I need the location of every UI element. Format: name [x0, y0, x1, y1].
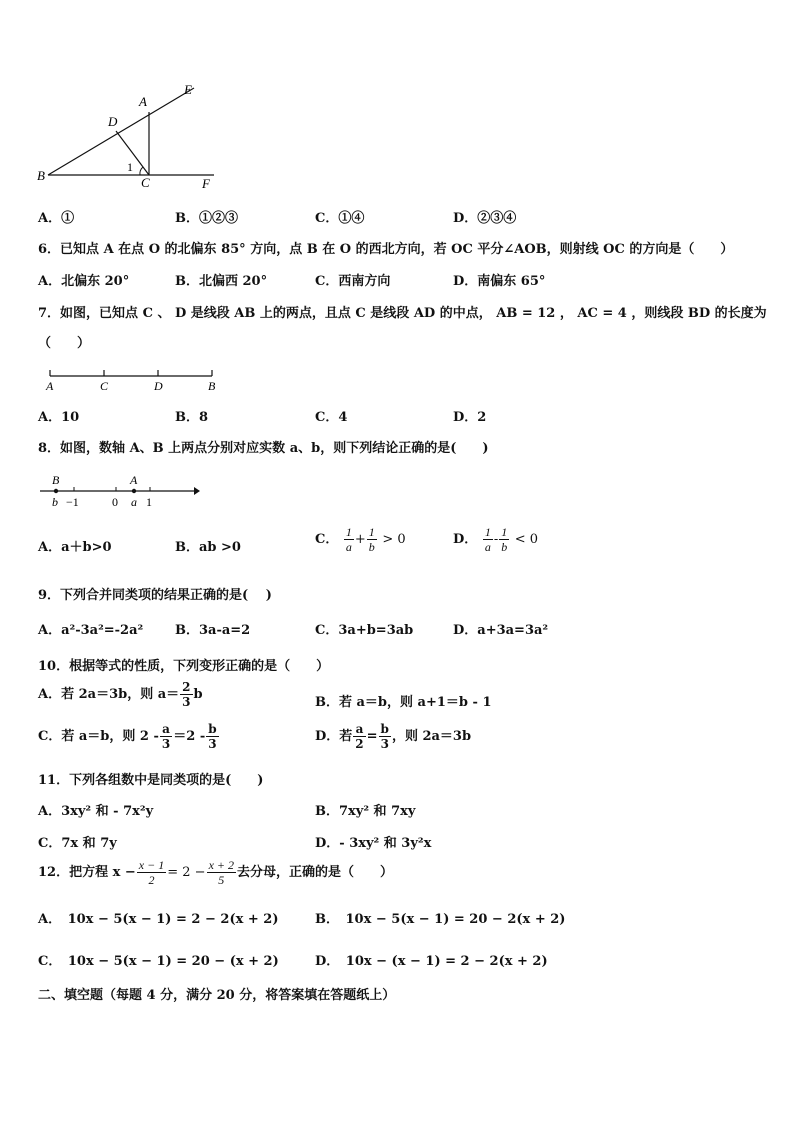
q5-option-c[interactable]: C．①④ [315, 211, 365, 226]
seg-label-C: C [100, 379, 109, 393]
fraction: $\frac{2}{3}$ [182, 680, 191, 709]
fraction: $\frac{1}{b}$ [501, 525, 508, 554]
q10-option-a[interactable]: A．若 2a＝3b，则 a＝ $\frac{2}{3}$ b [38, 680, 203, 709]
q12-option-b[interactable]: B． 10x − 5(x − 1) = 20 − 2(x + 2) [315, 912, 566, 927]
q11-option-b[interactable]: B．7xy² 和 7xy [315, 804, 416, 819]
nl-label-one: 1 [146, 495, 152, 509]
nl-label-minus-one: −1 [66, 495, 79, 509]
q11-option-d[interactable]: D．- 3xy² 和 3y²x [315, 836, 432, 851]
fraction: $\frac{a}{2}$ [355, 722, 364, 751]
q6-option-d[interactable]: D．南偏东 65° [453, 274, 546, 289]
fraction: $\frac{x - 1}{2}$ [138, 858, 165, 887]
nl-label-zero: 0 [112, 495, 118, 509]
nl-label-B: B [52, 473, 60, 487]
segment-figure [40, 362, 225, 394]
nl-label-A: A [130, 473, 138, 487]
fraction: $\frac{b}{3}$ [208, 722, 217, 751]
q9-option-a[interactable]: A．a²-3a²=-2a² [38, 623, 144, 638]
q8-option-b[interactable]: B．ab >0 [175, 540, 241, 555]
seg-label-B: B [208, 379, 216, 393]
label-B: B [37, 168, 45, 183]
q5-option-d[interactable]: D．②③④ [453, 211, 517, 226]
q9-option-c[interactable]: C．3a+b=3ab [315, 623, 414, 638]
q12-option-c[interactable]: C． 10x − 5(x − 1) = 20 − (x + 2) [38, 954, 279, 969]
fraction: $\frac{b}{3}$ [380, 722, 389, 751]
q7-text: 7．如图，已知点 C 、 D 是线段 AB 上的两点，且点 C 是线段 AD 的中点， AB = 12 ， AC = 4 ，则线段 BD 的长度为 [38, 306, 767, 321]
q9-text: 9．下列合并同类项的结果正确的是( ) [38, 588, 272, 603]
q11-option-c[interactable]: C．7x 和 7y [38, 836, 117, 851]
q11-text: 11．下列各组数中是同类项的是( ) [38, 773, 264, 788]
label-angle-1: 1 [127, 160, 133, 174]
number-line-figure [36, 470, 206, 512]
q10-option-d[interactable]: D．若 $\frac{a}{2}$ = $\frac{b}{3}$ ，则 2a＝3b [315, 722, 472, 751]
fraction: $\frac{1}{a}$ [345, 525, 352, 554]
q9-option-b[interactable]: B．3a-a=2 [175, 623, 251, 638]
label-F: F [202, 176, 210, 191]
q12-option-d[interactable]: D． 10x − (x − 1) = 2 − 2(x + 2) [315, 954, 548, 969]
angle-figure [34, 80, 234, 195]
q11-option-a[interactable]: A．3xy² 和 - 7x²y [38, 804, 154, 819]
q8-option-d[interactable]: D． $\frac{1}{a}$ - $\frac{1}{b}$ < 0 [453, 525, 539, 554]
label-A: A [139, 94, 147, 109]
q10-text: 10．根据等式的性质，下列变形正确的是（ ） [38, 659, 330, 674]
q12-text: 12．把方程 x − $\frac{x - 1}{2}$ = 2 − $\frac{x + 2}{5}$ 去分母，正确的是（ ） [38, 858, 394, 887]
q7-text-paren: （ ） [38, 336, 91, 351]
label-E: E [184, 82, 192, 97]
q12-option-a[interactable]: A． 10x − 5(x − 1) = 2 − 2(x + 2) [38, 912, 279, 927]
fraction: $\frac{x + 2}{5}$ [208, 858, 234, 887]
q10-option-b[interactable]: B．若 a＝b，则 a+1＝b - 1 [315, 695, 492, 710]
q8-option-a[interactable]: A．a＋b>0 [38, 540, 112, 555]
q5-option-a[interactable]: A．① [38, 211, 75, 226]
nl-label-b: b [52, 495, 58, 509]
seg-label-A: A [46, 379, 54, 393]
q8-text: 8．如图，数轴 A、B 上两点分别对应实数 a、b，则下列结论正确的是( ) [38, 441, 489, 456]
fraction: $\frac{1}{b}$ [368, 525, 375, 554]
q6-option-b[interactable]: B．北偏西 20° [175, 274, 268, 289]
q6-option-c[interactable]: C．西南方向 [315, 274, 391, 289]
fraction: $\frac{a}{3}$ [161, 722, 171, 751]
q9-option-d[interactable]: D．a+3a=3a² [453, 623, 549, 638]
label-C: C [141, 175, 150, 190]
nl-label-a: a [131, 495, 137, 509]
q7-option-b[interactable]: B．8 [175, 410, 209, 425]
q7-option-d[interactable]: D．2 [453, 410, 487, 425]
fraction: $\frac{1}{a}$ [484, 525, 491, 554]
q6-text: 6．已知点 A 在点 O 的北偏东 85° 方向，点 B 在 O 的西北方向，若 OC 平分∠AOB，则射线 OC 的方向是（ ） [38, 242, 734, 257]
section-heading: 二、填空题（每题 4 分，满分 20 分，将答案填在答题纸上） [38, 988, 396, 1003]
q7-option-a[interactable]: A．10 [38, 410, 80, 425]
label-D: D [108, 114, 118, 129]
seg-label-D: D [154, 379, 163, 393]
q10-option-c[interactable]: C．若 a＝b，则 2 - $\frac{a}{3}$ ＝2 - $\frac{b}{3}$ [38, 722, 217, 751]
q7-option-c[interactable]: C．4 [315, 410, 348, 425]
q6-option-a[interactable]: A．北偏东 20° [38, 274, 130, 289]
q8-option-c[interactable]: C． $\frac{1}{a}$ + $\frac{1}{b}$ > 0 [315, 525, 406, 554]
q5-option-b[interactable]: B．①②③ [175, 211, 238, 226]
